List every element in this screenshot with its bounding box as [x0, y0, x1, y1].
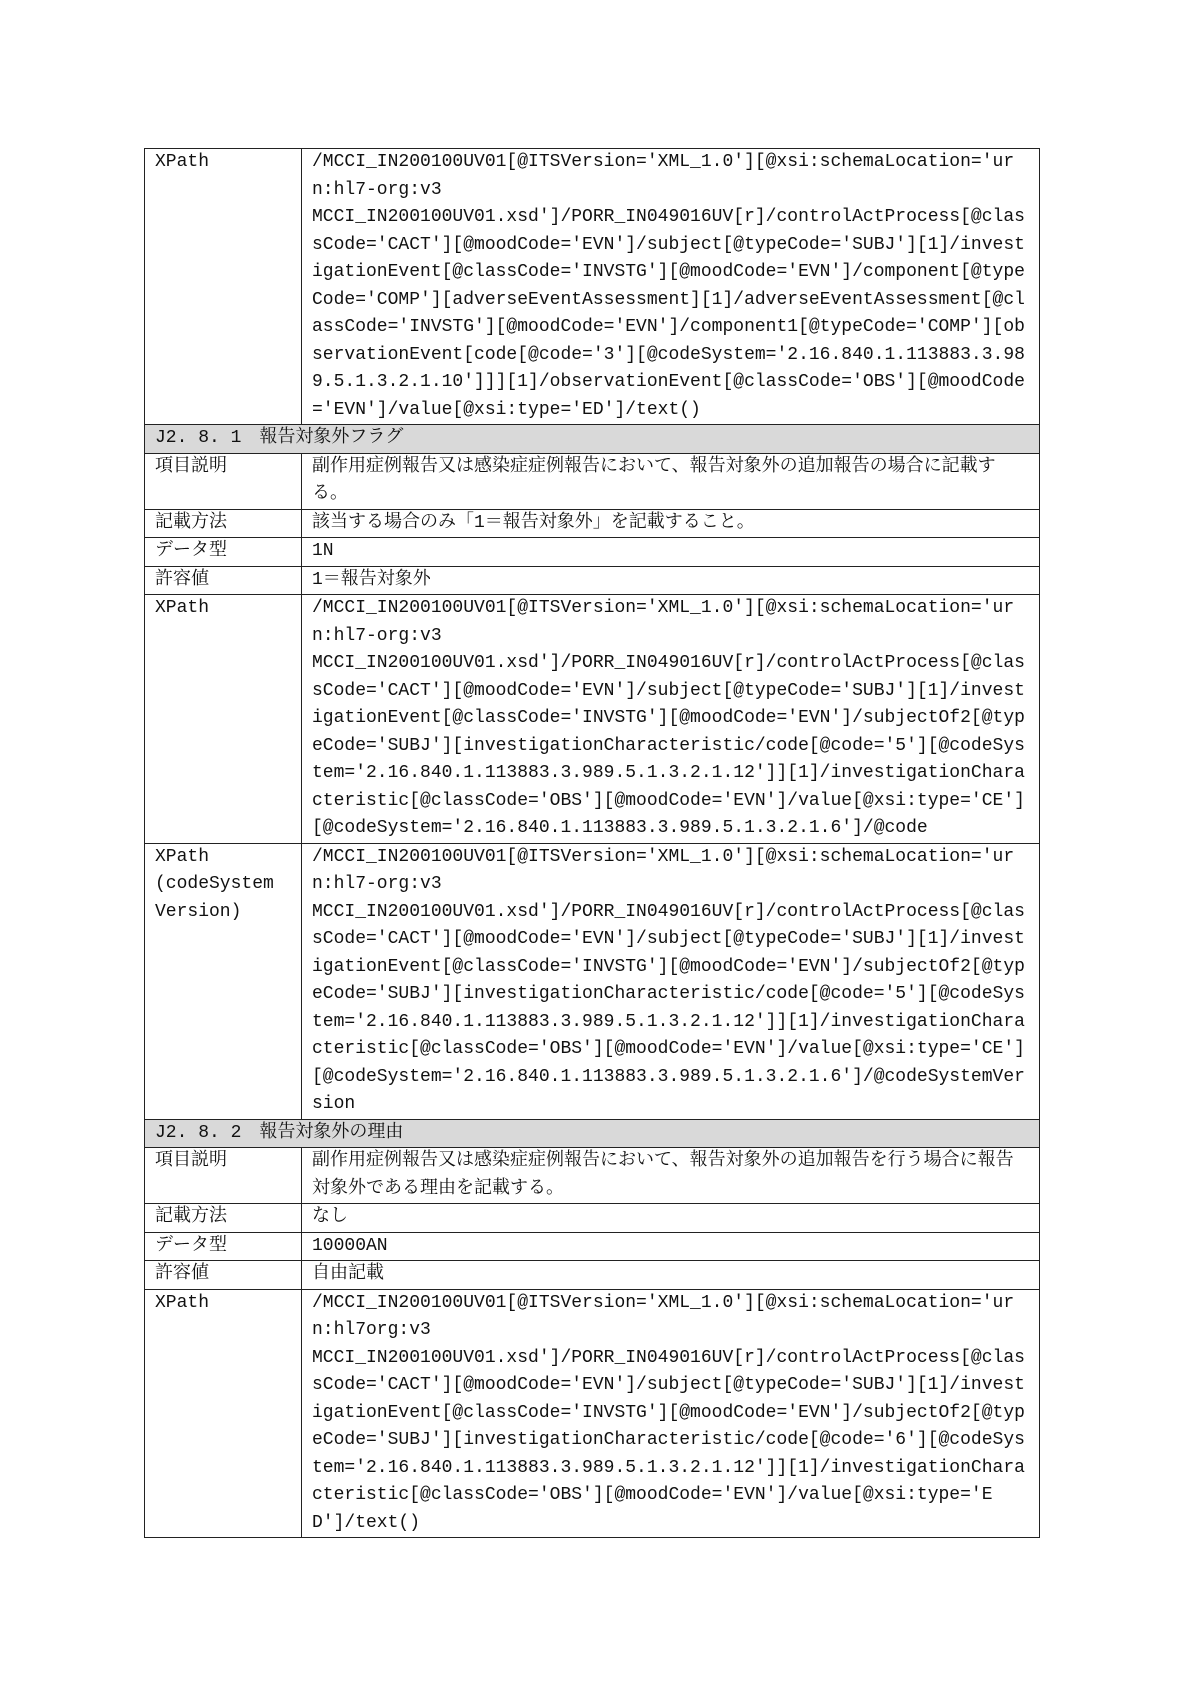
row-value: /MCCI_IN200100UV01[@ITSVersion='XML_1.0'][@xsi:schemaLocation='urn:hl7org:v3 MCCI_IN200100UV01.xsd']/PORR_IN049016UV[r]/controlActProcess[@classCode='CACT'][@moodCode='EVN']/subject[@typeCode='SUBJ'][1]/investigationEvent[@classCode='INVSTG'][@moodCode='EVN']/subjectOf2[@typeCode='SUBJ'][investigationCharacteristic/code[@code='6'][@codeSystem='2.16.840.1.113883.3.989.5.1.3.2.1.12']][1]/investigationCharacteristic[@classCode='OBS'][@moodCode='EVN']/value[@xsi:type='ED']/text(): [302, 1289, 1040, 1538]
table-row: [145, 1204, 1040, 1233]
table-row: [145, 843, 1040, 1119]
row-label: XPath: [145, 1289, 302, 1538]
row-value: なし: [302, 1204, 1040, 1233]
row-value: 該当する場合のみ「1＝報告対象外」を記載すること。: [302, 509, 1040, 538]
row-label: 項目説明: [145, 1148, 302, 1204]
section-header: [145, 425, 1040, 454]
table-row: [145, 538, 1040, 567]
row-value: 副作用症例報告又は感染症症例報告において、報告対象外の追加報告を行う場合に報告対象外である理由を記載する。: [302, 1148, 1040, 1204]
row-value: 1N: [302, 538, 1040, 567]
row-value: 副作用症例報告又は感染症症例報告において、報告対象外の追加報告の場合に記載する。: [302, 453, 1040, 509]
table-row: [145, 566, 1040, 595]
table-row: [145, 1289, 1040, 1538]
section-header: [145, 1119, 1040, 1148]
row-label: XPath: [145, 595, 302, 844]
row-label: 項目説明: [145, 453, 302, 509]
row-label: 記載方法: [145, 509, 302, 538]
row-value: /MCCI_IN200100UV01[@ITSVersion='XML_1.0'][@xsi:schemaLocation='urn:hl7-org:v3 MCCI_IN200100UV01.xsd']/PORR_IN049016UV[r]/controlActProcess[@classCode='CACT'][@moodCode='EVN']/subject[@typeCode='SUBJ'][1]/investigationEvent[@classCode='INVSTG'][@moodCode='EVN']/subjectOf2[@typeCode='SUBJ'][investigationCharacteristic/code[@code='5'][@codeSystem='2.16.840.1.113883.3.989.5.1.3.2.1.12']][1]/investigationCharacteristic[@classCode='OBS'][@moodCode='EVN']/value[@xsi:type='CE'][@codeSystem='2.16.840.1.113883.3.989.5.1.3.2.1.6']/@code: [302, 595, 1040, 844]
row-value: 1＝報告対象外: [302, 566, 1040, 595]
row-label: 許容値: [145, 1261, 302, 1290]
section-title: J2. 8. 1 報告対象外フラグ: [145, 425, 1040, 454]
table-row: [145, 595, 1040, 844]
table-row: [145, 509, 1040, 538]
row-label: データ型: [145, 1232, 302, 1261]
spec-table: [144, 148, 1040, 1538]
row-label: データ型: [145, 538, 302, 567]
row-label: XPath (codeSystem Version): [145, 843, 302, 1119]
table-row: [145, 1148, 1040, 1204]
row-value: 自由記載: [302, 1261, 1040, 1290]
row-value: /MCCI_IN200100UV01[@ITSVersion='XML_1.0'][@xsi:schemaLocation='urn:hl7-org:v3 MCCI_IN200100UV01.xsd']/PORR_IN049016UV[r]/controlActProcess[@classCode='CACT'][@moodCode='EVN']/subject[@typeCode='SUBJ'][1]/investigationEvent[@classCode='INVSTG'][@moodCode='EVN']/subjectOf2[@typeCode='SUBJ'][investigationCharacteristic/code[@code='5'][@codeSystem='2.16.840.1.113883.3.989.5.1.3.2.1.12']][1]/investigationCharacteristic[@classCode='OBS'][@moodCode='EVN']/value[@xsi:type='CE'][@codeSystem='2.16.840.1.113883.3.989.5.1.3.2.1.6']/@codeSystemVersion: [302, 843, 1040, 1119]
table-row: [145, 453, 1040, 509]
row-label: 許容値: [145, 566, 302, 595]
table-row: [145, 149, 1040, 425]
row-label: XPath: [145, 149, 302, 425]
table-row: [145, 1261, 1040, 1290]
row-value: /MCCI_IN200100UV01[@ITSVersion='XML_1.0'][@xsi:schemaLocation='urn:hl7-org:v3 MCCI_IN200100UV01.xsd']/PORR_IN049016UV[r]/controlActProcess[@classCode='CACT'][@moodCode='EVN']/subject[@typeCode='SUBJ'][1]/investigationEvent[@classCode='INVSTG'][@moodCode='EVN']/component[@typeCode='COMP'][adverseEventAssessment][1]/adverseEventAssessment[@classCode='INVSTG'][@moodCode='EVN']/component1[@typeCode='COMP'][observationEvent[code[@code='3'][@codeSystem='2.16.840.1.113883.3.989.5.1.3.2.1.10']]][1]/observationEvent[@classCode='OBS'][@moodCode='EVN']/value[@xsi:type='ED']/text(): [302, 149, 1040, 425]
section-title: J2. 8. 2 報告対象外の理由: [145, 1119, 1040, 1148]
row-value: 10000AN: [302, 1232, 1040, 1261]
table-row: [145, 1232, 1040, 1261]
row-label: 記載方法: [145, 1204, 302, 1233]
